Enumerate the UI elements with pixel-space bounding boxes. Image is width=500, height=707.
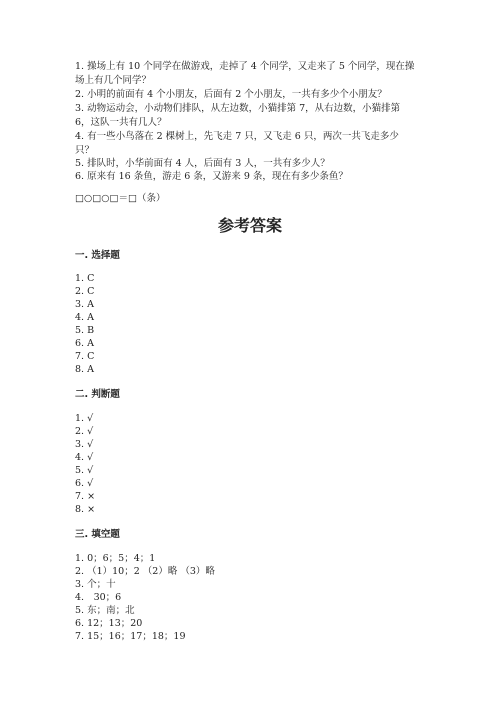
question-line: 3. 动物运动会，小动物们排队，从左边数，小猫排第 7，从右边数，小猫排第 <box>75 103 401 114</box>
answer-item: 6. √ <box>75 478 94 489</box>
question-line: 6，这队一共有几人？ <box>75 117 167 128</box>
answer-item: 4. √ <box>75 452 94 463</box>
answer-item: 5. √ <box>75 465 94 476</box>
answer-item: 2. √ <box>75 426 94 437</box>
answer-item: 3. √ <box>75 439 94 450</box>
answer-item: 7. C <box>75 351 95 362</box>
answer-item: 8. A <box>75 364 94 375</box>
question-line: 4. 有一些小鸟落在 2 棵树上，先飞走 7 只，又飞走 6 只，两次一共飞走多少 <box>75 131 399 142</box>
answer-item: 2. C <box>75 286 95 297</box>
answer-item: 6. A <box>75 338 94 349</box>
answer-item: 7. 15；16；17；18；19 <box>75 631 186 642</box>
formula-line: □○□○□＝□（条） <box>75 193 166 204</box>
answer-item: 7. × <box>75 491 96 502</box>
answer-item: 6. 12；13；20 <box>75 618 143 629</box>
question-line: 2. 小明的前面有 4 个小朋友，后面有 2 个小朋友，一共有多少个小朋友？ <box>75 89 387 100</box>
answer-item: 2. （1）10；2 （2）略 （3）略 <box>75 566 215 577</box>
answer-item: 4. 30；6 <box>75 592 122 603</box>
answer-item: 8. × <box>75 504 96 515</box>
answer-item: 3. 个；十 <box>75 579 116 590</box>
section-heading: 三. 填空题 <box>75 529 120 540</box>
question-line: 场上有几个同学？ <box>75 75 152 86</box>
answer-item: 5. 东；南；北 <box>75 605 135 616</box>
section-heading: 一. 选择题 <box>75 250 120 261</box>
answer-item: 3. A <box>75 299 94 310</box>
answer-item: 4. A <box>75 312 94 323</box>
section-heading: 二. 判断题 <box>75 389 120 400</box>
question-line: 6. 原来有 16 条鱼，游走 6 条，又游来 9 条，现在有多少条鱼？ <box>75 171 348 182</box>
question-line: 只？ <box>75 145 95 156</box>
answer-item: 5. B <box>75 325 95 336</box>
answer-item: 1. C <box>75 273 95 284</box>
question-line: 1. 操场上有 10 个同学在做游戏，走掉了 4 个同学，又走来了 5 个同学，现在操 <box>75 61 415 72</box>
answer-title: 参考答案 <box>217 216 282 235</box>
question-line: 5. 排队时，小华前面有 4 人，后面有 3 人，一共有多少人？ <box>75 158 330 169</box>
answer-item: 1. 0；6；5；4；1 <box>75 553 156 564</box>
answer-item: 1. √ <box>75 413 94 424</box>
